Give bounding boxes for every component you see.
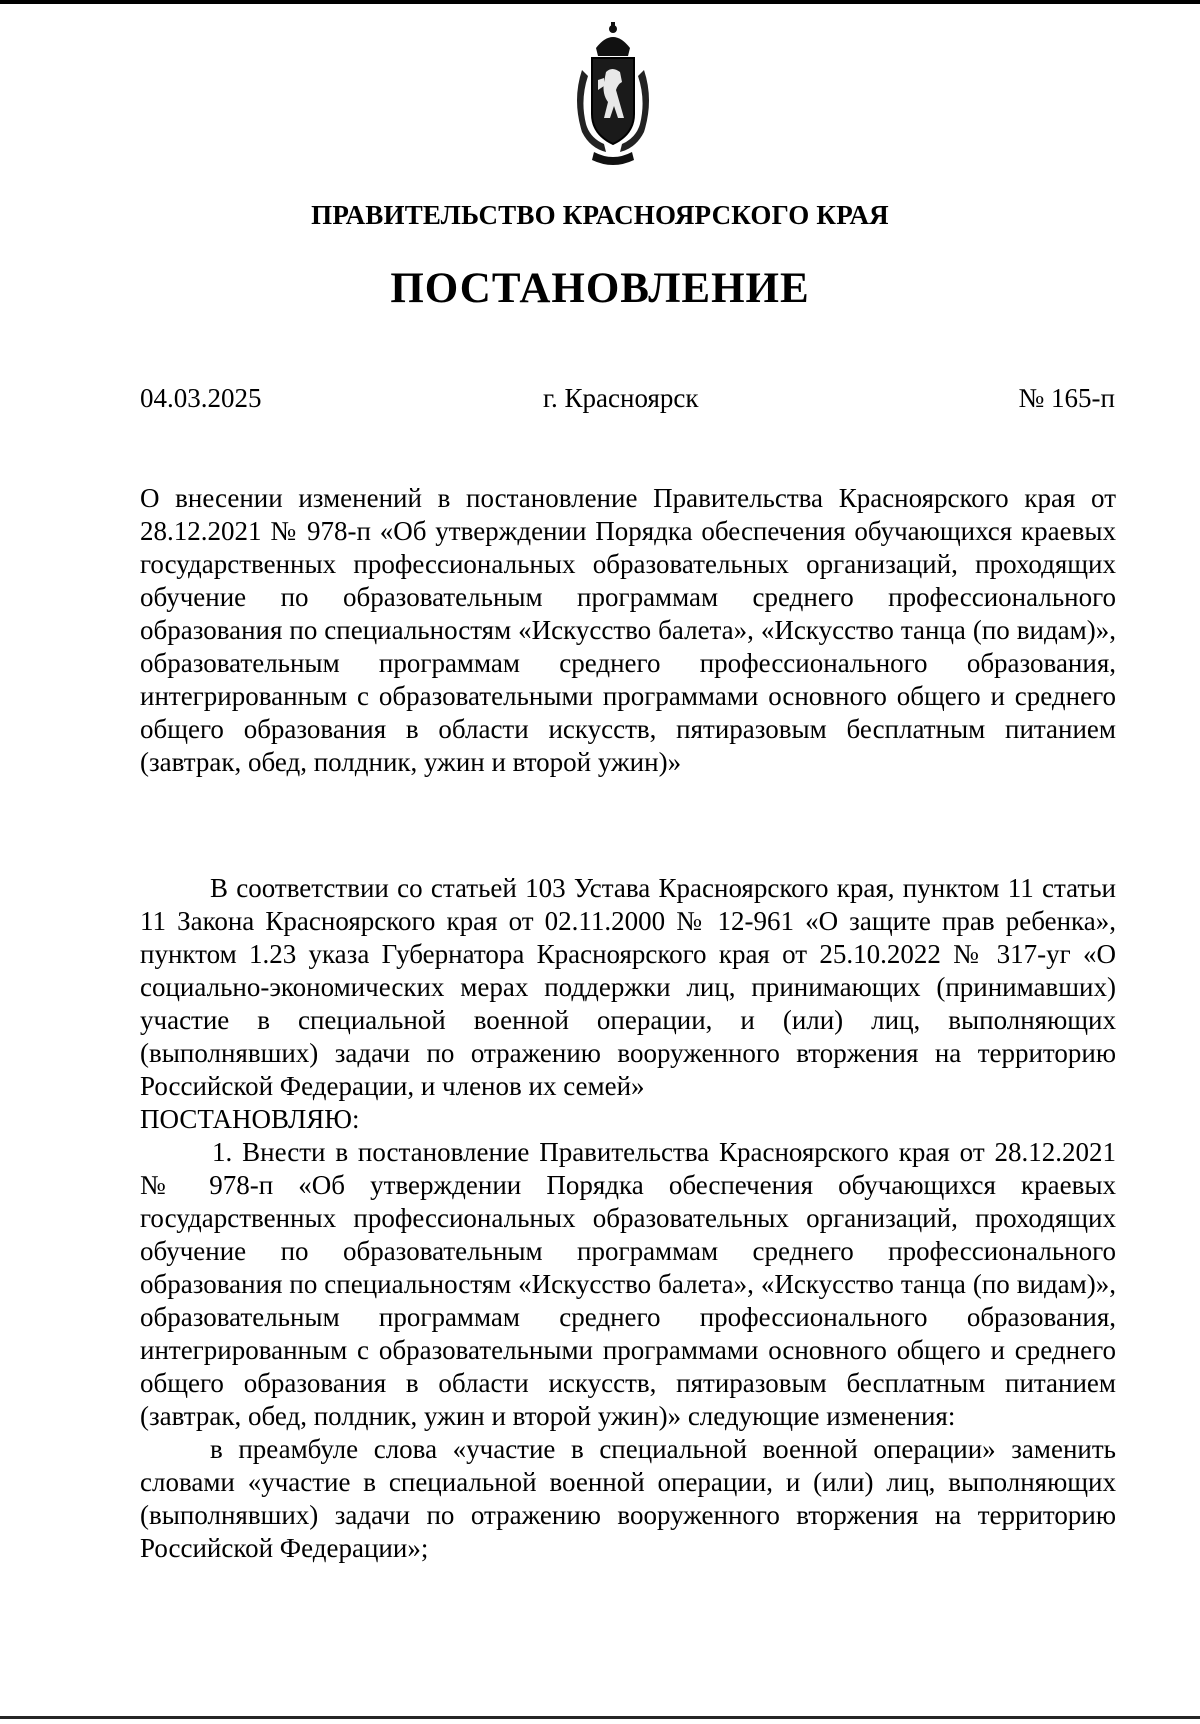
document-date: 04.03.2025 bbox=[140, 383, 262, 413]
preamble-paragraph bbox=[140, 872, 1116, 1565]
organization-name: ПРАВИТЕЛЬСТВО КРАСНОЯРСКОГО КРАЯ bbox=[311, 200, 889, 230]
point-1: 1. Внести в постановление Правительства Красноярского края от 28.12.2021 № 978-п «Об утверждении Порядка обеспечения обучающихся краевых государственных профессиональных образовательных организаций, проходящих обучение по образовательным программам среднего профессионального образования по специальностям «Искусство балета», «Искусство танца (по видам)», образовательным программам среднего профессионального образования, интегрированным с образовательными программами основного общего и среднего общего образования в области искусств, пятиразовым бесплатным питанием (завтрак, обед, полдник, ужин и второй ужин)» следующие изменения: bbox=[140, 1137, 1116, 1431]
document-city: г. Красноярск bbox=[543, 383, 699, 413]
scan-edge-bottom bbox=[0, 1716, 1200, 1719]
scan-edge-top bbox=[0, 0, 1200, 4]
change-1: в преамбуле слова «участие в специальной военной операции» заменить словами «участие в специальной военной операции, и (или) лиц, выполняющих (выполнявших) задачи по отражению вооруженного вторжения на территорию Российской Федерации»; bbox=[140, 1434, 1116, 1563]
document-title: О внесении изменений в постановление Правительства Красноярского края от 28.12.2021 № 978-п «Об утверждении Порядка обеспечения обучающихся краевых государственных профессиональных образовательных организаций, проходящих обучение по образовательным программам среднего профессионального образования по специальностям «Искусство балета», «Искусство танца (по видам)», образовательным программам среднего профессионального образования, интегрированным с образовательными программами основного общего и среднего общего образования в области искусств, пятиразовым бесплатным питанием (завтрак, обед, полдник, ужин и второй ужин)» bbox=[140, 483, 1116, 777]
preamble-text: В соответствии со статьей 103 Устава Красноярского края, пунктом 11 статьи 11 Закона Красноярского края от 02.11.2000 № 12-961 «О защите прав ребенка», пунктом 1.23 указа Губернатора Красноярского края от 25.10.2022 № 317-уг «О социально-экономических мерах поддержки лиц, принимающих (принимавших) участие в специальной военной операции, и (или) лиц, выполняющих (выполнявших) задачи по отражению вооруженного вторжения на территорию Российской Федерации, и членов их семей» bbox=[140, 873, 1116, 1101]
document-type: ПОСТАНОВЛЕНИЕ bbox=[390, 265, 810, 312]
decree-word: ПОСТАНОВЛЯЮ: bbox=[140, 1104, 360, 1134]
document-number: № 165-п bbox=[1018, 383, 1115, 413]
coat-of-arms-icon bbox=[568, 20, 658, 170]
